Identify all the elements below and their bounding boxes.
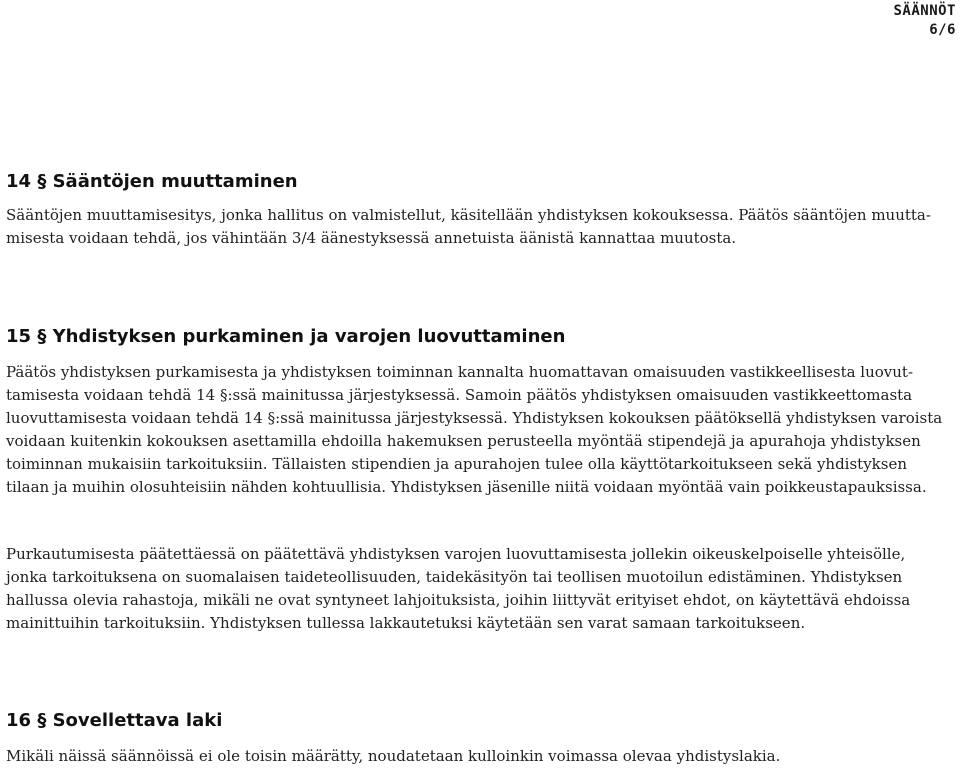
section-14-heading: 14 § Sääntöjen muuttaminen [6, 171, 298, 192]
text-line: hallussa olevia rahastoja, mikäli ne ovat syntyneet lahjoituksista, joihin liittyvät erityiset ehdot, on käytettävä ehdoissa [6, 591, 911, 609]
text-line: toiminnan mukaisiin tarkoituksiin. Tällaisten stipendien ja apurahojen tulee olla käyttötarkoitukseen sekä yhdistyksen [6, 455, 907, 473]
text-line: Sääntöjen muuttamisesitys, jonka hallitus on valmistellut, käsitellään yhdistyksen kokouksessa. Päätös sääntöjen muutta- [6, 206, 931, 224]
text-line: misesta voidaan tehdä, jos vähintään 3/4 äänestyksessä annetuista äänistä kannattaa muutosta. [6, 229, 737, 247]
text-line: voidaan kuitenkin kokouksen asettamilla ehdoilla hakemuksen perusteella myöntää stipendejä ja apurahoja yhdistyksen [6, 432, 921, 450]
text-line: tamisesta voidaan tehdä 14 §:ssä mainitussa järjestyksessä. Samoin päätös yhdistyksen omaisuuden vastikkeettomasta [6, 386, 913, 404]
page-header [893, 2, 956, 40]
text-line: tilaan ja muihin olosuhteisiin nähden kohtuullisia. Yhdistyksen jäsenille niitä voidaan myöntää vain poikkeustapauksissa. [6, 478, 927, 496]
section-15-paragraph-1 [6, 361, 954, 499]
text-line: Mikäli näissä säännöissä ei ole toisin määrätty, noudatetaan kulloinkin voimassa olevaa yhdistyslakia. [6, 747, 781, 765]
text-line: Purkautumisesta päätettäessä on päätettävä yhdistyksen varojen luovuttamisesta jollekin oikeuskelpoiselle yhteisölle, [6, 545, 906, 563]
section-15-paragraph-2 [6, 543, 954, 635]
text-line: Päätös yhdistyksen purkamisesta ja yhdistyksen toiminnan kannalta huomattavan omaisuuden vastikkeellisesta luovut- [6, 363, 914, 381]
text-line: jonka tarkoituksena on suomalaisen taideteollisuuden, taidekäsityön tai teollisen muotoilun edistäminen. Yhdistyksen [6, 568, 903, 586]
section-14-paragraph [6, 204, 954, 250]
section-16-heading: 16 § Sovellettava laki [6, 710, 223, 731]
section-16-paragraph [6, 745, 954, 768]
text-line: luovuttamisesta voidaan tehdä 14 §:ssä mainitussa järjestyksessä. Yhdistyksen kokouksen päätöksellä yhdistyksen varoista [6, 409, 943, 427]
text-line: mainittuihin tarkoituksiin. Yhdistyksen tullessa lakkautetuksi käytetään sen varat samaan tarkoitukseen. [6, 614, 806, 632]
document-title: SÄÄNNÖT [893, 3, 956, 19]
section-15-heading: 15 § Yhdistyksen purkaminen ja varojen luovuttaminen [6, 326, 566, 347]
page-number: 6/6 [929, 22, 956, 38]
